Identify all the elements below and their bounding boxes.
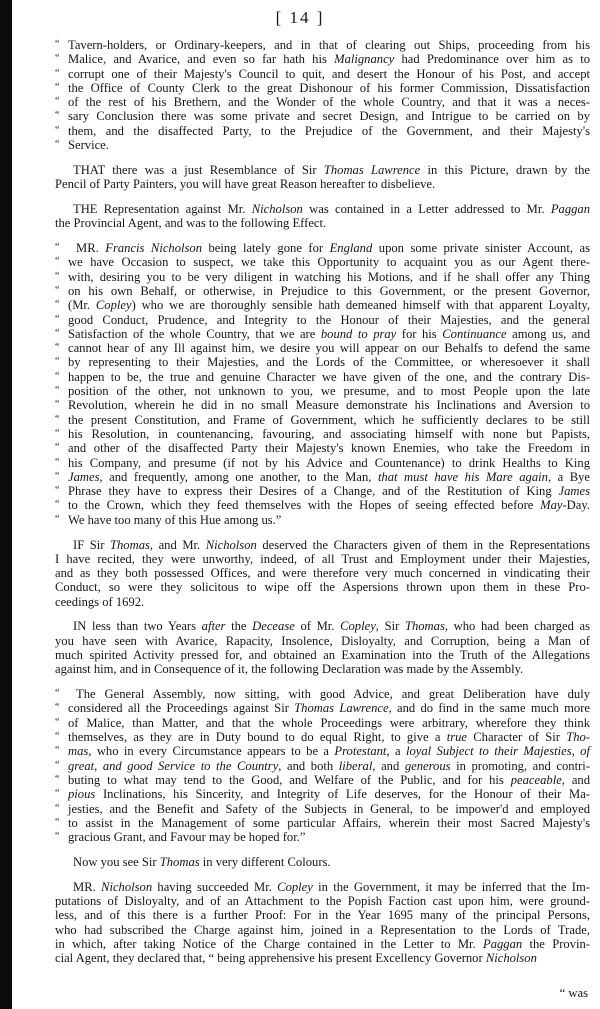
italic-text: bound to pray	[320, 326, 397, 341]
text-line	[55, 759, 590, 773]
line-body	[68, 816, 590, 830]
text-line	[55, 498, 590, 512]
quote-mark: “	[55, 773, 60, 785]
line-body	[68, 67, 590, 81]
italic-text: after	[201, 619, 226, 634]
text-run: in promoting, and contri-	[450, 758, 590, 773]
text-line	[55, 816, 590, 830]
text-run: we have Occasion to suspect, we take this Opportunity to acquaint you as our Agent there-	[68, 255, 590, 270]
text-line	[55, 109, 590, 123]
text-run: his Resolution, in countenancing, favouring, and associating himself with none but Papists,	[68, 426, 590, 441]
quote-mark: “	[55, 242, 60, 254]
quoted-paragraph	[55, 38, 590, 152]
page-number: [ 14 ]	[275, 8, 325, 27]
text-run: IF Sir	[73, 537, 110, 552]
text-line	[55, 744, 590, 758]
text-run: sary Conclusion there was some private and secret Design, and Intrigue to be carried on by	[68, 109, 590, 124]
text-run: , and Mr.	[149, 537, 206, 552]
quote-mark: “	[55, 139, 60, 151]
text-run: THAT there was a just Resemblance of Sir	[73, 162, 324, 177]
text-run: them, and the disaffected Party, to the Prejudice of the Government, and their Majesty's	[68, 123, 590, 138]
text-run: We have too many of this Hue among us.”	[68, 512, 282, 527]
italic-text: liberal	[338, 758, 373, 773]
text-line	[55, 580, 590, 594]
text-line	[55, 413, 590, 427]
text-run: in this Picture, drawn by the	[420, 162, 591, 177]
quote-mark: “	[55, 499, 60, 511]
quote-mark: “	[55, 831, 60, 843]
italic-text: Copley	[277, 879, 313, 894]
text-run: ) who we are thoroughly sensible hath demeaned himself with that apparent Loyalty,	[131, 298, 590, 313]
line-body	[68, 341, 590, 355]
text-run: with, desiring you to be very diligent in watching his Motions, and if he shall offer any Thing	[68, 269, 590, 284]
italic-text: Thomas	[404, 619, 445, 634]
text-run: I have recited, they were unworthy, indeed, of all Trust and Employment under their Majesties,	[55, 551, 590, 566]
text-run: jesties, and the Benefit and Safety of the Subjects in General, to be impower'd and employed	[68, 801, 590, 816]
quote-mark: “	[55, 513, 60, 525]
italic-text: pious	[68, 787, 96, 802]
catchword: “ was	[559, 986, 588, 1000]
line-body	[68, 241, 590, 255]
line-body	[68, 284, 590, 298]
text-run: in the Government, it may be inferred that the Im-	[312, 879, 590, 894]
quote-mark: “	[55, 802, 60, 814]
quote-mark: “	[55, 399, 60, 411]
italic-text: peaceable	[510, 772, 562, 787]
text-run: Inclinations, his Sincerity, and Integrity of Life deserves, for the Honour of their Ma-	[95, 787, 590, 802]
italic-text: mas	[68, 744, 89, 759]
quote-mark: “	[55, 456, 60, 468]
text-run: , who in every Circumstance appears to be a	[88, 744, 335, 759]
italic-text: generous	[404, 758, 451, 773]
text-line	[55, 716, 590, 730]
text-line	[55, 908, 590, 922]
text-run: corrupt one of their Majesty's Council to quit, and desert the Honour of his Post, and accept	[68, 66, 590, 81]
text-line	[55, 538, 590, 552]
text-run: buting to what may tend to the Good, and Welfare of the Public, and for his	[68, 772, 511, 787]
text-run: in which, after taking Notice of the Charge contained in the Letter to Mr.	[55, 936, 484, 951]
text-line	[55, 255, 590, 269]
text-line	[55, 52, 590, 66]
quote-mark: “	[55, 327, 60, 339]
line-body	[68, 255, 590, 269]
line-body	[68, 456, 590, 470]
text-line	[55, 384, 590, 398]
line-body	[68, 52, 590, 66]
quote-mark: “	[55, 716, 60, 728]
text-run: Conduct, so were they solicitous to wipe off the Aspersions thrown upon them in these Pro-	[55, 580, 590, 595]
line-body	[68, 701, 590, 715]
text-run: (Mr.	[68, 298, 96, 313]
quote-mark: “	[55, 788, 60, 800]
text-run: having succeeded Mr.	[152, 879, 278, 894]
text-line	[55, 456, 590, 470]
quote-mark: “	[55, 96, 60, 108]
text-run: Tavern-holders, or Ordinary-keepers, and in that of clearing out Ships, proceeding from his	[68, 38, 590, 52]
quote-mark: “	[55, 816, 60, 828]
line-body	[68, 270, 590, 284]
paragraph	[55, 202, 590, 231]
text-run: Now you see Sir	[73, 854, 160, 869]
text-run: Satisfaction of the whole Country, that we are	[68, 326, 321, 341]
quote-mark: “	[55, 370, 60, 382]
line-body	[68, 81, 590, 95]
text-run: on his own Behalf, or otherwise, in Prejudice to this Government, or the present Governor,	[68, 283, 590, 298]
line-body	[68, 687, 590, 701]
text-line	[55, 552, 590, 566]
text-line	[55, 595, 590, 609]
line-body	[68, 313, 590, 327]
text-line	[55, 830, 590, 844]
text-line	[55, 341, 590, 355]
text-run: of Mr.	[294, 619, 341, 634]
quote-mark: “	[55, 67, 60, 79]
italic-text: that must have his Mare again	[377, 469, 548, 484]
line-body	[68, 327, 590, 341]
line-body	[68, 744, 590, 758]
quote-mark: “	[55, 702, 60, 714]
text-line	[55, 313, 590, 327]
quote-mark: “	[55, 284, 60, 296]
line-body	[68, 830, 590, 844]
text-line	[55, 441, 590, 455]
line-body	[68, 355, 590, 369]
text-run: the Office of County Clerk to the great Dishonour of his former Commission, Dissatisfaction	[68, 80, 590, 95]
line-body	[68, 298, 590, 312]
text-run: of Malice, than Matter, and that the whole Proceedings were arbitrary, wherefore they think	[68, 715, 590, 730]
quote-mark: “	[55, 413, 60, 425]
text-run: The General Assembly, now sitting, with good Advice, and great Deliberation have duly	[76, 687, 590, 702]
line-body	[68, 730, 590, 744]
text-run: had Predominance over him as to	[394, 52, 590, 67]
text-line	[55, 855, 590, 869]
text-line	[55, 619, 590, 633]
line-body	[68, 124, 590, 138]
quote-mark: “	[55, 313, 60, 325]
line-body	[68, 498, 590, 512]
text-run: being lately gone for	[202, 241, 330, 256]
quote-mark: “	[55, 299, 60, 311]
italic-text: Thomas	[110, 537, 150, 552]
text-line	[55, 648, 590, 662]
italic-text: Thomas	[159, 854, 200, 869]
text-line	[55, 124, 590, 138]
text-line	[55, 880, 590, 894]
paragraph	[55, 163, 590, 192]
quote-mark: “	[55, 270, 60, 282]
italic-text: Francis Nicholson	[105, 241, 202, 256]
text-line	[55, 773, 590, 787]
text-run: Malice, and Avarice, and even so far hath his	[68, 52, 335, 67]
quote-mark: “	[55, 256, 60, 268]
text-line	[55, 241, 590, 255]
text-run: of the rest of his Brethern, and the Wonder of the whole Country, and that it was a neces-	[68, 95, 590, 110]
text-run: against him, and in Consequence of it, the following Declaration was made by the Assembly.	[55, 662, 524, 677]
line-body	[68, 484, 590, 498]
text-line	[55, 298, 590, 312]
text-line	[55, 67, 590, 81]
text-run: position of the other, not unknown to you, we presume, and to most People upon the late	[68, 384, 590, 399]
text-line	[55, 138, 590, 152]
line-body	[68, 773, 590, 787]
italic-text: Continuance	[442, 326, 507, 341]
text-line	[55, 634, 590, 648]
line-body	[68, 513, 590, 527]
line-body	[68, 370, 590, 384]
italic-text: Paggan	[550, 201, 591, 216]
line-body	[68, 138, 590, 152]
text-run: Revolution, wherein he did in no small Measure demonstrate his Inclinations and Aversion to	[68, 398, 590, 413]
text-line	[55, 327, 590, 341]
text-run: and other of the disaffected Party their Majesty's known Enemies, who take the Freedom in	[68, 441, 590, 456]
quote-mark: “	[55, 81, 60, 93]
italic-text: Tho-	[566, 730, 590, 745]
text-run: IN less than two Years	[73, 619, 202, 634]
italic-text: Nicholson	[251, 201, 303, 216]
text-run: , a	[386, 744, 406, 759]
text-run: his Company, and presume (if not by his Advice and Countenance) to drink Healths to King	[68, 455, 590, 470]
text-line	[55, 202, 590, 216]
text-run: to assist in the Management of some particular Affairs, wherein their most Sacred Majesty's	[68, 815, 590, 830]
text-run: the Provin-	[522, 936, 590, 951]
scan-binding-edge	[0, 0, 12, 1009]
quote-mark: “	[55, 385, 60, 397]
text-run: good Conduct, Prudence, and Integrity to the Honour of their Majesties, and the general	[68, 312, 590, 327]
text-run: for his	[396, 326, 443, 341]
text-run: the Provincial Agent, and was to the following Effect.	[55, 216, 327, 231]
text-run: , a Bye	[547, 469, 591, 484]
italic-text: Nicholson	[205, 537, 257, 552]
line-body	[68, 95, 590, 109]
quote-mark: “	[55, 427, 60, 439]
quoted-paragraph	[55, 241, 590, 527]
italic-text: Thomas Lawrence	[323, 162, 421, 177]
line-body	[68, 441, 590, 455]
text-run: , and both	[278, 758, 339, 773]
text-run: and as they both possessed Offices, and were therefore very much concerned in vindicating their	[55, 566, 590, 581]
text-run: THE Representation against Mr.	[73, 201, 252, 216]
text-run: who had subscribed the Charge against him, joined in a Representation to the Lords of Trade,	[55, 922, 590, 937]
text-run: putations of Disloyalty, and of an Attachment to the Popish Faction cast upon him, were ground-	[55, 894, 590, 909]
quote-mark: “	[55, 470, 60, 482]
line-body	[68, 109, 590, 123]
text-run: Character of Sir	[467, 730, 567, 745]
text-line	[55, 163, 590, 177]
text-run: considered all the Proceedings against Sir	[68, 701, 295, 716]
text-run: -Day.	[562, 498, 590, 513]
text-run: , and	[561, 772, 591, 787]
text-run: cannot hear of any Ill against him, we desire you will appear on our Behalfs to defend the same	[68, 341, 590, 356]
text-run: , who had been charged as	[444, 619, 591, 634]
quote-mark: “	[55, 688, 60, 700]
text-run: , Sir	[375, 619, 405, 634]
text-run: , and frequently, among one another, to the Man,	[99, 469, 378, 484]
line-body	[68, 759, 590, 773]
text-line	[55, 687, 590, 701]
page-body	[55, 38, 590, 976]
quote-mark: “	[55, 110, 60, 122]
text-line	[55, 566, 590, 580]
line-body	[68, 38, 590, 52]
text-line	[55, 370, 590, 384]
italic-text: Decease	[252, 619, 295, 634]
text-run: much spirited Activity pressed for, and obtained an Examination into the Truth of the Allegations	[55, 648, 590, 663]
italic-text: Copley	[95, 298, 132, 313]
text-line	[55, 802, 590, 816]
italic-text: Nicholson	[485, 951, 537, 966]
text-line	[55, 701, 590, 715]
text-line	[55, 95, 590, 109]
line-body	[68, 398, 590, 412]
text-line	[55, 951, 590, 965]
text-run: you have seen with Avarice, Rapacity, Insolence, Disloyalty, and Corruption, being a Man of	[55, 633, 590, 648]
text-run: the	[225, 619, 253, 634]
italic-text: Thomas Lawrence	[294, 701, 389, 716]
quote-mark: “	[55, 124, 60, 136]
italic-text: James	[68, 469, 100, 484]
text-run: was contained in a Letter addressed to Mr.	[302, 201, 551, 216]
text-run: upon some private sinister Account, as	[372, 241, 590, 256]
text-run: by representing to their Majesties, and the Lords of the Committee, or wheresoever it shall	[68, 355, 590, 370]
italic-text: Copley	[340, 619, 376, 634]
text-run: Phrase they have to express their Desires of a Change, and of the Restitution of King	[68, 484, 559, 499]
line-body	[68, 787, 590, 801]
text-run: MR.	[73, 879, 102, 894]
text-run: , and	[372, 758, 405, 773]
text-line	[55, 662, 590, 676]
text-run: deserved the Characters given of them in the Representations	[256, 537, 590, 552]
italic-text: Nicholson	[101, 879, 153, 894]
paragraph	[55, 538, 590, 609]
quoted-paragraph	[55, 687, 590, 844]
text-run: ceedings of 1692.	[55, 594, 145, 609]
line-body	[68, 384, 590, 398]
text-line	[55, 894, 590, 908]
italic-text: Paggan	[483, 936, 523, 951]
text-run: MR.	[76, 241, 106, 256]
line-body	[68, 413, 590, 427]
text-line	[55, 177, 590, 191]
italic-text: England	[329, 241, 373, 256]
quote-mark: “	[55, 745, 60, 757]
quote-mark: “	[55, 731, 60, 743]
text-line	[55, 81, 590, 95]
text-line	[55, 484, 590, 498]
quote-mark: “	[55, 759, 60, 771]
italic-text: May	[540, 498, 563, 513]
text-line	[55, 38, 590, 52]
text-run: Pencil of Party Painters, you will have great Reason hereafter to disbelieve.	[55, 177, 436, 192]
italic-text: Malignancy	[334, 52, 395, 67]
text-run: to the Crown, which they feed themselves with the Hopes of seeing effected before	[68, 498, 541, 513]
text-run: in very different Colours.	[199, 854, 331, 869]
italic-text: James	[558, 484, 590, 499]
text-run: less, and of this there is a further Proof: For in the Year 1695 many of the principal Persons,	[55, 908, 590, 923]
quote-mark: “	[55, 356, 60, 368]
text-run: Service.	[68, 138, 109, 153]
italic-text: true	[446, 730, 467, 745]
italic-text: loyal Subject to their Majesties, of	[405, 744, 590, 759]
text-line	[55, 730, 590, 744]
quote-mark: “	[55, 39, 60, 50]
line-body	[68, 427, 590, 441]
text-line	[55, 937, 590, 951]
line-body	[68, 716, 590, 730]
quote-mark: “	[55, 485, 60, 497]
text-run: among us, and	[506, 326, 590, 341]
text-line	[55, 216, 590, 230]
text-line	[55, 398, 590, 412]
quote-mark: “	[55, 442, 60, 454]
italic-text: great, and good Service to the Country	[68, 758, 279, 773]
paragraph	[55, 855, 590, 869]
text-line	[55, 470, 590, 484]
quote-mark: “	[55, 53, 60, 65]
text-line	[55, 427, 590, 441]
text-line	[55, 513, 590, 527]
line-body	[68, 470, 590, 484]
text-run: happen to be, the true and genuine Character we have given of the one, and the contrary Dis-	[68, 369, 590, 384]
text-run: the present Constitution, and Frame of Government, which he sufficiently declares to be still	[68, 412, 590, 427]
line-body	[68, 802, 590, 816]
text-line	[55, 270, 590, 284]
paragraph	[55, 619, 590, 676]
text-line	[55, 355, 590, 369]
quote-mark: “	[55, 342, 60, 354]
paragraph	[55, 880, 590, 966]
text-line	[55, 923, 590, 937]
italic-text: Protestant	[334, 744, 387, 759]
text-run: gracious Grant, and Favour may be hoped for.”	[68, 830, 306, 845]
text-line	[55, 787, 590, 801]
text-run: , and do find in the same much more	[388, 701, 590, 716]
text-run: themselves, as they are in Duty bound to do equal Right, to give a	[68, 730, 447, 745]
text-run: cial Agent, they declared that, “ being apprehensive his present Excellency Governor	[55, 951, 486, 966]
text-line	[55, 284, 590, 298]
